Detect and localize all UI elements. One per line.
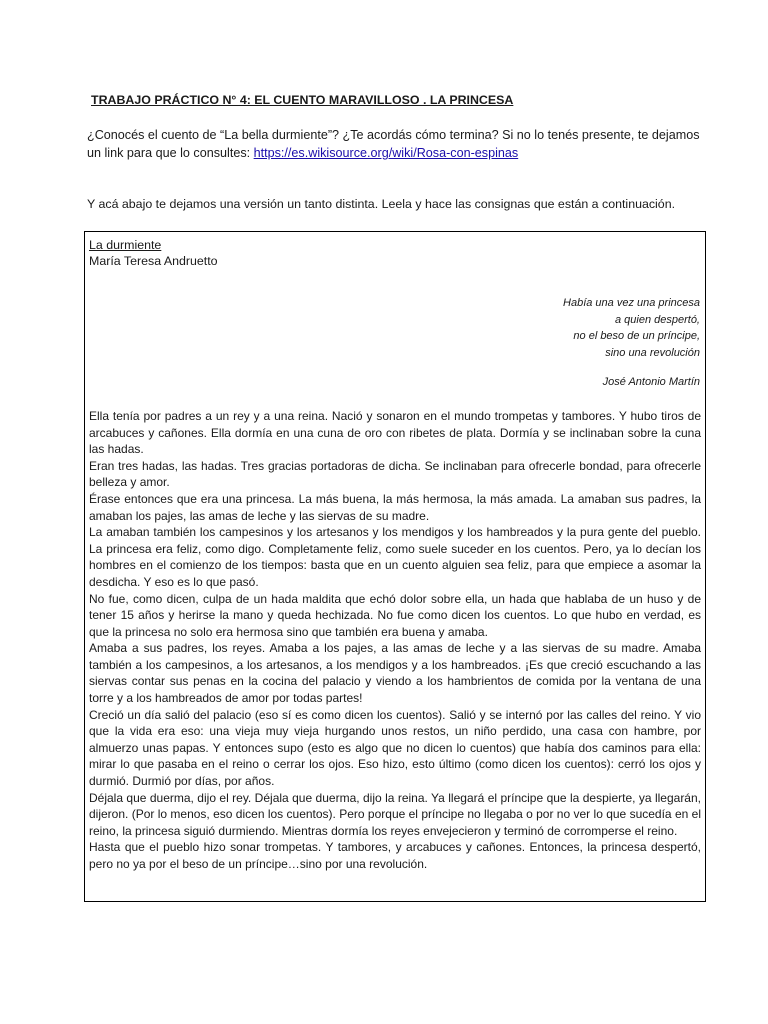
instructions-note: Y acá abajo te dejamos una versión un tanto distinta. Leela y hace las consignas que están a continuación. [87, 197, 676, 211]
story-paragraph: Amaba a sus padres, los reyes. Amaba a los pajes, a las amas de leche y a las siervas de su madre. Amaba también a los campesinos, a los artesanos, a los mendigos y a los hambreados. ¡Es que creció escuchando a las siervas contar sus penas en la cocina del palacio y viendo a los hambrientos de comida por la ventana de una torre y a los hambreados de amor por todas partes! [89, 641, 701, 706]
epigraph [89, 295, 701, 391]
epigraph-line: Había una vez una princesa [563, 297, 700, 309]
story-box [84, 231, 706, 902]
epigraph-attribution: José Antonio Martín [602, 376, 700, 389]
story-paragraph: Ella tenía por padres a un rey y a una reina. Nació y sonaron en el mundo trompetas y tambores. Y hubo tiros de arcabuces y cañones. Ella dormía en una cuna de oro con ribetes de plata. Dormía y se inclinaban sobre la cuna las hadas. [89, 408, 701, 457]
epigraph-line: sino una revolución [605, 346, 700, 359]
story-body [89, 408, 701, 873]
story-paragraph: Déjala que duerma, dijo el rey. Déjala que duerma, dijo la reina. Ya llegará el príncipe que la despierte, ya llegarán, dijeron. (Por lo menos, eso dicen los cuentos). Pero porque el príncipe no llegaba o por no ver lo que sucedía en el reino, la princesa siguió durmiendo. Mientras dormía los reyes envejecieron y terminó de corromperse el reino. [89, 790, 701, 838]
story-author: María Teresa Andruetto [89, 254, 218, 268]
story-paragraph: Creció un día salió del palacio (eso sí es como dicen los cuentos). Salió y se internó por las calles del reino. Y vio que la vida era eso: una vieja muy vieja hurgando unos restos, un niño perdido, una casa con hambre, por almuerzo unas papas. Y entonces supo (esto es algo que no dicen lo cuentos) que había dos caminos para ella: mirar lo que pasaba en el reino o cerrar los ojos. Eso hizo, esto último (como dicen los cuentos): cerró los ojos y durmió. Durmió por días, por años. [89, 707, 701, 789]
story-paragraph: Érase entonces que era una princesa. La más buena, la más hermosa, la más amada. La amaban sus padres, la amaban los pajes, las amas de leche y las siervas de su madre. [89, 491, 701, 523]
wikisource-link[interactable]: https://es.wikisource.org/wiki/Rosa-con-espinas [253, 146, 519, 160]
story-paragraph: Hasta que el pueblo hizo sonar trompetas. Y tambores, y arcabuces y cañones. Entonces, la princesa despertó, pero no ya por el beso de un príncipe…sino por una revolución. [89, 840, 701, 871]
page-title: TRABAJO PRÁCTICO N° 4: EL CUENTO MARAVILLOSO . LA PRINCESA [91, 93, 514, 107]
story-paragraph: La amaban también los campesinos y los artesanos y los mendigos y los hambreados y la pura gente del pueblo. La princesa era feliz, como digo. Completamente feliz, como suele suceder en los cuentos. Pero, ya lo decían los hombres en el comienzo de los tiempos: basta que en un cuento alguien sea feliz, para que empiece a asomar la desdicha. Y eso es lo que pasó. [89, 525, 701, 589]
epigraph-line: a quien despertó, [614, 313, 700, 326]
intro-text: ¿Conocés el cuento de “La bella durmiente”? ¿Te acordás cómo termina? Si no lo tenés presente, te dejamos un link para que lo consultes: [87, 128, 700, 160]
epigraph-line: no el beso de un príncipe, [573, 330, 700, 343]
intro-paragraph [87, 126, 705, 162]
story-paragraph: Eran tres hadas, las hadas. Tres gracias portadoras de dicha. Se inclinaban para ofrecerle bondad, para ofrecerle belleza y amor. [89, 458, 701, 490]
story-paragraph: No fue, como dicen, culpa de un hada maldita que echó dolor sobre ella, un hada que hablaba de un huso y de tener 15 años y herirse la mano y queda hechizada. No fue como dicen los cuentos. Lo que hubo en verdad, es que la princesa no solo era hermosa sino que también era buena y amaba. [89, 591, 701, 639]
story-title: La durmiente [89, 238, 162, 252]
